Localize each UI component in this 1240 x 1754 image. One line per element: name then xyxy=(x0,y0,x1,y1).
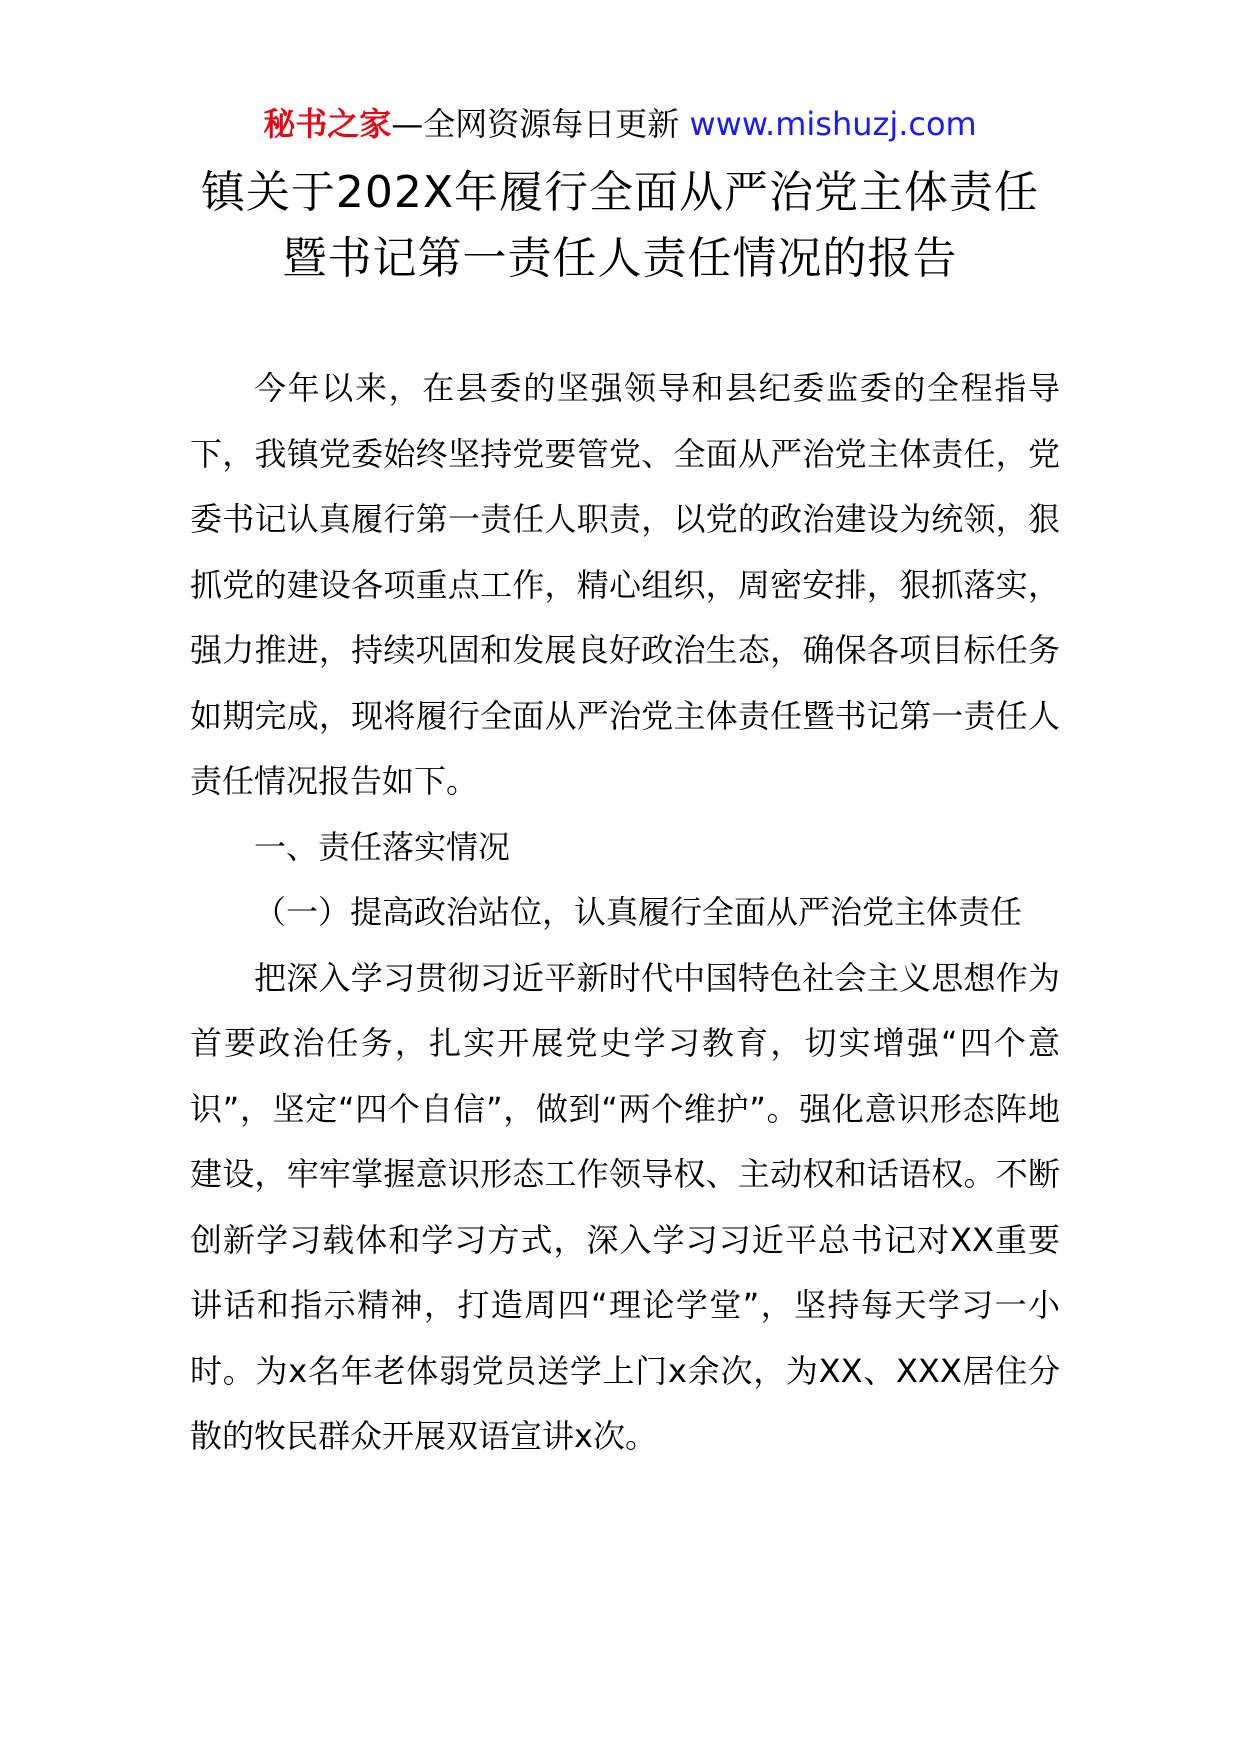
body-paragraph: 把深入学习贯彻习近平新时代中国特色社会主义思想作为首要政治任务，扎实开展党史学习教育，切实增强“四个意识”，坚定“四个自信”，做到“两个维护”。强化意识形态阵地建设，牢牢掌握意识形态工作领导权、主动权和话语权。不断创新学习载体和学习方式，深入学习习近平总书记对XX重要讲话和指示精神，打造周四“理论学堂”，坚持每天学习一小时。为x名年老体弱党员送学上门x余次，为XX、XXX居住分散的牧民群众开展双语宣讲x次。 xyxy=(190,958,1060,1455)
site-tagline: —全网资源每日更新 xyxy=(391,105,680,143)
brand-name: 秘书之家 xyxy=(263,105,392,143)
title-line-1: 镇关于202X年履行全面从严治党主体责任 xyxy=(200,167,1040,218)
title-line-2: 暨书记第一责任人责任情况的报告 xyxy=(282,233,958,284)
document-body xyxy=(190,356,1060,1470)
document-title xyxy=(150,160,1090,292)
section-heading: 一、责任落实情况 xyxy=(254,827,511,866)
intro-paragraph: 今年以来，在县委的坚强领导和县纪委监委的全程指导下，我镇党委始终坚持党要管党、全面从严治党主体责任，党委书记认真履行第一责任人职责，以党的政治建设为统领，狠抓党的建设各项重点工作，精心组织，周密安排，狠抓落实，强力推进，持续巩固和发展良好政治生态，确保各项目标任务如期完成，现将履行全面从严治党主体责任暨书记第一责任人责任情况报告如下。 xyxy=(190,369,1060,800)
subsection-heading: （一）提高政治站位，认真履行全面从严治党主体责任 xyxy=(254,893,1023,931)
site-link[interactable]: www.mishuzj.com xyxy=(689,105,977,143)
site-header xyxy=(0,100,1240,148)
